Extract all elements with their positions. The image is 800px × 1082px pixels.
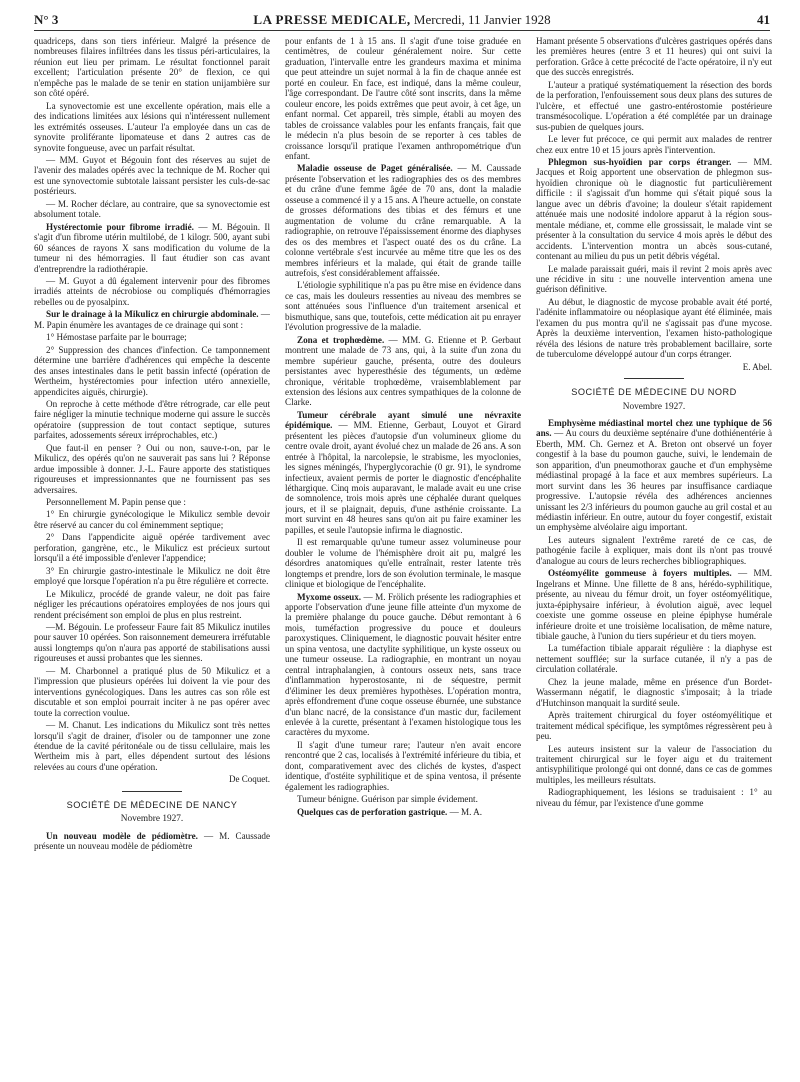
paragraph: La synovectomie est une excellente opération, mais elle a des indications limitées aux lésions qui n'intéressent nullement les extrémités osseuses. L'auteur l'a employée dans un cas de synovite proliférante lipomateuse et dans 2 autres cas de synovite fongueuse, avec un parfait résultat.	[34, 100, 270, 153]
article-title: Zona et trophœdème.	[297, 334, 385, 345]
paragraph: Tumeur bénigne. Guérison par simple évidement.	[297, 794, 478, 805]
article-title: Tumeur cérébrale ayant simulé une névraxite épidémique.	[285, 409, 521, 431]
page-number: 41	[757, 12, 770, 27]
running-title	[34, 12, 770, 28]
article-body: — M. A.	[447, 806, 483, 817]
paragraph: Il s'agit d'une tumeur rare; l'auteur n'en avait encore rencontré que 2 cas, localisés à l'extrémité inférieure du tibia, et dont, comparativement avec des clichés de kystes, d'aspect identique, d'ostéite syphilitique et de spina ventosa, il présente également les radiographies.	[285, 739, 521, 792]
author-signature: E. Abel.	[742, 361, 772, 372]
paragraph: On reproche à cette méthode d'être rétrograde, car elle peut faire négliger la minutie technique moderne qui assure le succès opératoire (suppression de tout contact septique, sutures parfaites, adossements séreux irréprochables, etc.)	[34, 398, 270, 441]
section-date: Novembre 1927.	[622, 401, 686, 412]
column-2	[285, 36, 521, 1076]
article-title: Ostéomyélite gommeuse à foyers multiples.	[548, 568, 732, 579]
paragraph: — M. Chanut. Les indications du Mikulicz sont très nettes lorsqu'il s'agit de drainer, d'isoler ou de tamponner une zone étendue de la cavité péritonéale ou de tissu cellulaire, mais les Wertheim mis à part, elles dépendent surtout des lésions relevées au cours d'une opération.	[34, 720, 270, 772]
paragraph: L'étiologie syphilitique n'a pas pu être mise en évidence dans ce cas, mais les douleurs ressenties au niveau des membres se sont atténuées sous l'influence d'un traitement arsenical et bismuthique, sans que, toutefois, cette médication ait pu enrayer l'évolution progressive de la maladie.	[285, 280, 521, 333]
article	[34, 222, 270, 274]
article-body: — M. Caussade présente l'observation et les radiographies des os des membres et du crâne d'une femme âgée de 70 ans, dont la maladie osseuse a commencé il y a 15 ans. A l'heure actuelle, on constate de grosses déformations des tibias et des fémurs et une augmentation de volume du crâne remarquable. A la radiographie, on retrouve l'épaississement énorme des diaphyses des os des membres et l'aspect ouaté des os du crâne. La colonne vertébrale s'est incurvée au même titre que les os des membres inférieurs et la malade, qui était de grande taille autrefois, s'est considérablement affaissée.	[285, 163, 521, 278]
article	[285, 410, 521, 535]
section-heading: SOCIÉTÉ DE MÉDECINE DU NORD	[571, 387, 737, 398]
article	[536, 157, 772, 262]
paragraph: L'auteur a pratiqué systématiquement la résection des bords de la perforation, l'enfouissement sous deux plans des sutures de l'ulcère, et effectué une gastro-entérostomie postérieure transmésocolique. L'opération a été complétée par un drainage sus-pubien de quelques jours.	[536, 79, 772, 132]
article	[285, 807, 521, 817]
article-title: Un nouveau modèle de pédiomètre.	[46, 830, 198, 841]
article-body: — M. Papin énumère les avantages de ce drainage qui sont :	[34, 309, 270, 330]
paragraph: 1° Hémostase parfaite par le bourrage;	[46, 332, 187, 343]
paragraph: 2° Dans l'appendicite aiguë opérée tardivement avec perforation, gangrène, etc., le Mikulicz est précieux surtout lorsqu'il a été impossible d'enlever l'appendice;	[34, 532, 270, 564]
article	[536, 418, 772, 533]
article	[34, 309, 270, 330]
paragraph: Que faut-il en penser ? Oui ou non, sauve-t-on, par le Mikulicz, des opérés qu'on ne sauverait pas sans lui ? Réponse ardue impossible à donner. J.-L. Faure apporte des statistiques rigoureuses et impressionnantes que ne fournissent pas ses adversaires.	[34, 442, 270, 495]
article-title: Maladie osseuse de Paget généralisée.	[297, 163, 453, 174]
paragraph: Radiographiquement, les lésions se traduisaient : 1° au niveau du fémur, par l'existence d'une gomme	[536, 787, 772, 808]
paragraph: — M. Charbonnel a pratiqué plus de 50 Mikulicz et a l'impression que plusieurs opérées lui doivent la vie pour des interventions gynécologiques. Dans les autres cas son rôle est discutable et son emploi pourrait inciter à ne pas opérer avec toute la correction voulue.	[34, 665, 270, 718]
article-body: — MM. G. Etienne et P. Gerbaut montrent une malade de 73 ans, qui, à la suite d'un zona du membre supérieur gauche, présenta, outre des douleurs persistantes avec hyperesthésie des téguments, un œdème chronique, véritable trophœdème, vraisemblablement par extension des lésions aux centres sympathiques de la colonne de Clarke.	[285, 334, 521, 408]
section-date: Novembre 1927.	[120, 814, 184, 825]
journal-name: LA PRESSE MEDICALE,	[253, 12, 411, 27]
paragraph: —M. Bégouin. Le professeur Faure fait 85 Mikulicz inutiles pour sauver 10 opérées. Son raisonnement demeurera irréfutable aussi longtemps qu'on n'aura pas apporté de stabilisations aussi rigoureuses et aussi probantes que les siennes.	[34, 622, 270, 664]
paragraph: Personnellement M. Papin pense que :	[46, 497, 186, 508]
article-body: — MM. Jacques et Roig apportent une observation de phlegmon sus-hyoïdien chronique où le diagnostic fut particulièrement difficile : il s'agissait d'un homme qui s'était piqué sous la langue avec un débris d'avoine; la douleur s'était rapidement atténuée mais une nodosité indolore apparut à la région sous-mentale médiane, et, comme elle grossissait, le malade vint se présenter à la consultation du service 4 mois après le début des accidents. L'intervention montra un abcès sous-cutané, contenant au milieu du pus un petit débris végétal.	[536, 156, 772, 262]
article-body: — M. Caussade présente un nouveau modèle de pédiomètre	[34, 830, 270, 852]
article-title: Myxome osseux.	[297, 591, 362, 602]
article-body: — M. Bégouin. Il s'agit d'un fibrome utérin multilobé, de 1 kilogr. 500, ayant subi 60 séances de rayons X sans modification du volume de la tumeur ni des hémorragies. Il faut étudier son cas avant d'entreprendre la radiothérapie.	[34, 221, 270, 274]
paragraph: Chez la jeune malade, même en présence d'un Bordet-Wassermann négatif, le diagnostic s'imposait; à la triade d'Hutchinson manquait la surdité seule.	[536, 676, 772, 708]
paragraph: Hamant présente 5 observations d'ulcères gastriques opérés dans les premières heures (entre 3 et 11 heures) qui ont suivi la perforation. Grâce à cette précocité de l'acte opératoire, il n'y eut que des succès enregistrés.	[536, 36, 772, 78]
paragraph: pour enfants de 1 à 15 ans. Il s'agit d'une toise graduée en centimètres, de couleur généralement noire. Sur cette graduation, l'intervalle entre les grandeurs maxima et minima que peut atteindre un sujet normal à la fin de chaque année est porté en couleur. En face, est indiqué, dans la même couleur, l'âge correspondant. De l'autre côté sont inscrits, dans la même couleur encore, les poids extrêmes que peut avoir, à cet âge, un enfant normal. Cet appareil, très simple, établi au moyen des tables de croissance valables pour les enfants français, fait que le médecin n'a plus besoin de se reporter à ces tables de croissance lorsqu'il pratique l'examen anthropométrique d'un enfant.	[285, 36, 521, 161]
paragraph: Le Mikulicz, procédé de grande valeur, ne doit pas faire négliger les précautions opératoires employées de nos jours qui rendent précisément son emploi de plus en plus restreint.	[34, 588, 270, 620]
paragraph: 3° En chirurgie gastro-intestinale le Mikulicz ne doit être employé que lorsque l'opération n'a pu être régulière et correcte.	[34, 565, 270, 587]
paragraph: quadriceps, dans son tiers inférieur. Malgré la présence de nombreuses filaires infiltrées dans les tissus péri-articulaires, la réunion eut lieu per primam. Le résultat fonctionnel parait excellent; l'articulation présente 20° de flexion, ce qui n'empêche pas le malade de se tenir en station unijambière sur son côté opéré.	[34, 36, 270, 99]
paragraph: Le lever fut précoce, ce qui permit aux malades de rentrer chez eux entre 10 et 15 jours après l'intervention.	[536, 134, 772, 155]
article-title: Phlegmon sus-hyoïdien par corps étranger.	[548, 156, 732, 167]
paragraph: Les auteurs insistent sur la valeur de l'association du traitement chirurgical sur le foyer aigu et du traitement antisyphilitique prolongé qui ont donné, dans ce cas de gommes multiples, les meilleurs résultats.	[536, 743, 772, 785]
issue-number: N° 3	[34, 12, 59, 27]
author-signature: De Coquet.	[229, 774, 270, 785]
paragraph: Les auteurs signalent l'extrême rareté de ce cas, de pathogénie facile à expliquer, mais dont ils n'ont pas trouvé d'analogue au cours de leurs recherches bibliographiques.	[536, 534, 772, 566]
article	[536, 568, 772, 641]
paragraph: Après traitement chirurgical du foyer ostéomyélitique et traitement médical spécifique, les symptômes régressèrent peu à peu.	[536, 710, 772, 742]
section-divider	[624, 378, 684, 379]
paragraph: La tuméfaction tibiale apparait régulière : la diaphyse est nettement soufflée; sur la surface cutanée, il n'y a pas de circulation collatérale.	[536, 643, 772, 675]
article	[285, 163, 521, 278]
column-3	[536, 36, 772, 1076]
article-title: Quelques cas de perforation gastrique.	[297, 806, 448, 817]
article	[285, 592, 521, 738]
article	[34, 831, 270, 852]
article-title: Emphysème médiastinal mortel chez une typhique de 56 ans.	[536, 417, 772, 439]
paragraph: — M. Rocher déclare, au contraire, que sa synovectomie est absolument totale.	[34, 198, 270, 220]
paragraph: Au début, le diagnostic de mycose probable avait été porté, l'adénite inflammatoire ou néoplasique ayant été éliminée, mais l'examen du pus montra qu'il ne s'agissait pas d'une mycose. Après la deuxième intervention, l'examen histo-pathologique révéla des lésions de nature très probablement bacillaire, sorte de tuberculome développé autour d'un corps étranger.	[536, 296, 772, 360]
paragraph: 1° En chirurgie gynécologique le Mikulicz semble devoir être réservé au cancer du col éminemment septique;	[34, 509, 270, 530]
article-title: Sur le drainage à la Mikulicz en chirurgie abdominale.	[46, 309, 259, 320]
issue-date: Mercredi, 11 Janvier 1928	[410, 12, 551, 27]
paragraph: Il est remarquable qu'une tumeur assez volumineuse pour doubler le volume de l'hémisphère droit ait pu, malgré les désordres anatomiques qu'elle entraînait, rester latente très longtemps et prendre, lors de son évolution terminale, le masque clinique et biologique de l'encéphalite.	[285, 537, 521, 590]
article-body: — MM. Ingelrans et Minne. Une fillette de 8 ans, hérédo-syphilitique, présente, au niveau du fémur droit, un foyer ostéomyélitique, juxta-épiphysaire inférieur, à évolution aiguë, avec lequel coexiste une gomme osseuse en pleine épiphyse humérale inférieure droite et une troisième localisation, de même nature, tibiale gauche, à l'union du tiers supérieur et du tiers moyen.	[536, 568, 772, 642]
article-body: — M. Frölich présente les radiographies et apporte l'observation d'une jeune fille atteinte d'un myxome de la première phalange du pouce gauche. Début remontant à 6 mois, tuméfaction progressive du pouce et douleurs paroxystiques. Cliniquement, le diagnostic pouvait hésiter entre un spina ventosa, une dactylite syphilitique, un kyste osseux ou une tumeur osseuse. La radiographie, en montrant un noyau central intraphalangien, à contours osseux nets, sans trace d'inflammation hyperostosante, ni de séquestre, permit d'éliminer les deux premières hypothèses. L'opération montra, après effondrement d'une coque osseuse éburnée, une substance d'un blanc nacré, de la consistance d'un mastic dur, facilement enlevée à la curette, présentant à l'examen histologique tous les caractères du myxome.	[285, 591, 521, 738]
section-heading: SOCIÉTÉ DE MÉDECINE DE NANCY	[66, 799, 238, 810]
section-divider	[122, 791, 182, 792]
column-1	[34, 36, 270, 1076]
page-header	[34, 8, 770, 31]
article-body: — MM. Etienne, Gerbaut, Louyot et Girard présentent les pièces d'autopsie d'un volumineux gliome du centre ovale droit, ayant évolué chez un malade de 26 ans. A son entrée à l'hôpital, la narcolepsie, le strabisme, les myoclonies, les signes méningés, l'hyperglycorachie (0 gr. 91), le syndrome infectieux, avaient permis de porter le diagnostic d'encéphalite léthargique. Cinq mois auparavant, le malade avait eu une crise de somnolence, trois mois après une céphalée durant quelques jours, et il se plaignait, depuis, d'une asthénie croissante. La mort survint en 48 heures sans qu'on ait pu faire examiner les papilles, et seule l'autopsie infirma le diagnostic.	[285, 420, 521, 535]
paragraph: — MM. Guyot et Bégouin font des réserves au sujet de l'avenir des malades opérés avec la technique de M. Rocher qui est une synovectomie subtotale laissant persister les culs-de-sac postérieurs.	[34, 154, 270, 197]
article-body: — Au cours du deuxième septénaire d'une dothiénentérie à Eberth, MM. Ch. Gernez et A. Breton ont observé un foyer congestif à la base du poumon gauche, suivi, le lendemain de son apparition, d'un pneumothorax gauche et d'un emphysème médiastinal propagé à la face et aux membres supérieurs. La mort survint dans les 36 heures par insuffisance cardiaque progressive. L'autopsie révéla des adhérences anciennes unissant les 2/3 inférieurs du poumon gauche au gril costal et au médiastin inférieur. En outre, autour du foyer congestif, existait un emphysème alvéolaire aigu important.	[536, 428, 772, 533]
paragraph: 2° Suppression des chances d'infection. Ce tamponnement détermine une barrière d'adhérences qui empêche la descente des anses intestinales dans le petit bassin infecté (opération de Wertheim, hystérectomies pour infection utéro annexielle, appendicites aiguës, chirurgie).	[34, 344, 270, 397]
paragraph: — M. Guyot a dû également intervenir pour des fibromes irradiés atteints de nécrobiose ou compliqués d'hémorragies rebelles ou de pyosalpinx.	[34, 275, 270, 307]
article	[285, 335, 521, 408]
paragraph: Le malade paraissait guéri, mais il revint 2 mois après avec une récidive in situ : une nouvelle intervention amena une guérison définitive.	[536, 263, 772, 295]
article-title: Hystérectomie pour fibrome irradié.	[46, 221, 194, 232]
